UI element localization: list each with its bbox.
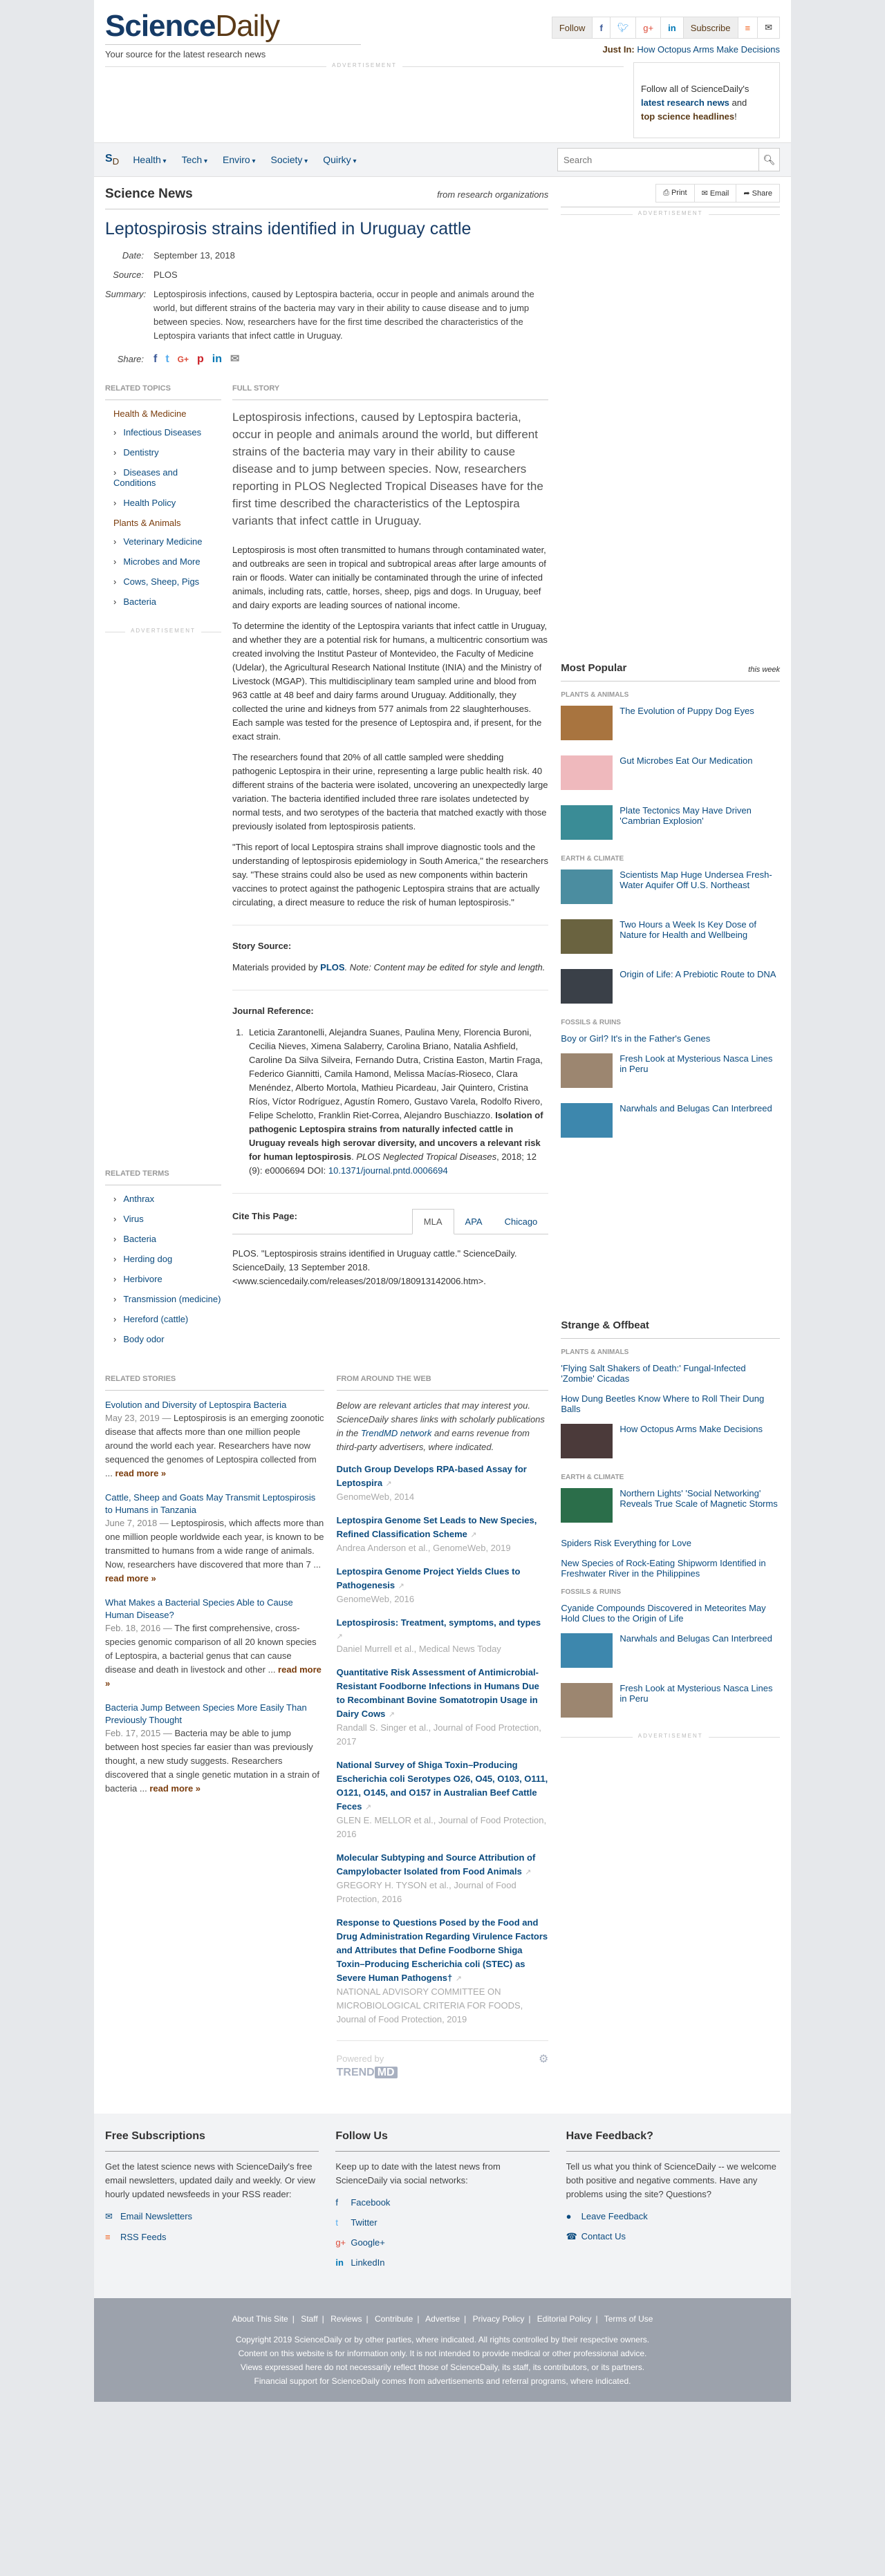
strange-item: [561, 1683, 780, 1718]
intro-pre: Below are relevant articles that may interest you. ScienceDaily shares links with scholarly publications in the: [336, 1400, 545, 1438]
popular-link[interactable]: Scientists Map Huge Undersea Fresh-Water Aquifer Off U.S. Northeast: [620, 869, 772, 890]
linkedin-icon[interactable]: in: [661, 17, 684, 38]
topic-category: Plants & Animals: [113, 518, 181, 528]
privacy-link[interactable]: Privacy Policy: [472, 2314, 525, 2324]
link-label: Leave Feedback: [581, 2211, 648, 2221]
read-more-link[interactable]: read more »: [115, 1468, 167, 1478]
share-label: Share:: [117, 354, 144, 364]
section-subtitle: from research organizations: [437, 189, 549, 200]
email-label: Email: [709, 189, 729, 198]
link-label: LinkedIn: [351, 2257, 385, 2268]
full-story: [232, 384, 548, 1354]
related-story: [105, 1597, 324, 1691]
term-link[interactable]: › Anthrax: [113, 1194, 221, 1204]
print-button[interactable]: [655, 184, 694, 203]
link-label: Google+: [351, 2237, 385, 2248]
linkedin-link[interactable]: [335, 2257, 549, 2268]
strange-header: [561, 1319, 780, 1339]
web-link[interactable]: Leptospira Genome Project Yields Clues to Pathogenesis: [336, 1566, 521, 1590]
page: [94, 0, 791, 2402]
strange-item: [561, 1424, 780, 1458]
nav-health[interactable]: Health ▾: [133, 154, 166, 165]
strange-item: [561, 1633, 780, 1668]
main-content: [94, 177, 791, 1354]
read-more-link[interactable]: read more »: [105, 1664, 322, 1689]
external-link-icon: ↗: [470, 1531, 477, 1539]
right-sidebar: [561, 177, 780, 1354]
strange-title: Strange & Offbeat: [561, 1319, 649, 1331]
link-label: RSS Feeds: [120, 2232, 167, 2242]
web-source: GenomeWeb, 2014: [336, 1492, 415, 1502]
story-text: Bacteria may be able to jump between host species far easier than was previously thought, a new study suggests. Researchers discovered that a single genetic mutation in a strain of bacteria ...: [105, 1728, 320, 1794]
topic-link[interactable]: › Dentistry: [113, 447, 221, 458]
legal-line: Views expressed here do not necessarily reflect those of ScienceDaily, its staff, its contributors, or its partners.: [240, 2362, 645, 2372]
just-in: [603, 44, 780, 55]
related-story: [105, 1399, 324, 1480]
staff-link[interactable]: Staff: [301, 2314, 318, 2324]
external-link-icon: ↗: [364, 1803, 372, 1812]
popular-item: [561, 919, 780, 954]
read-more-link[interactable]: read more »: [105, 1573, 156, 1583]
rss-feeds-link[interactable]: [105, 2232, 319, 2242]
web-link[interactable]: Dutch Group Develops RPA-based Assay for Leptospira: [336, 1464, 527, 1488]
story-link[interactable]: Bacteria Jump Between Species More Easily Than Previously Thought: [105, 1702, 307, 1725]
tab-apa[interactable]: APA: [465, 1216, 483, 1227]
external-link-icon: ↗: [525, 1868, 532, 1877]
web-item: [337, 1514, 549, 1555]
footer: [94, 2114, 791, 2298]
topic-link[interactable]: › Bacteria: [113, 596, 221, 607]
summary-value: Leptospirosis infections, caused by Leptospira bacteria, occur in people and animals around the world, but different strains of the bacteria may vary in their ability to cause disease and to jump between species. Now, researchers have for the first time described the characteristics of the Leptospira variants that infect cattle in Uruguay.: [153, 289, 534, 341]
share-icon: ➦: [743, 189, 752, 198]
most-popular-subtitle: this week: [748, 666, 780, 674]
read-more-link[interactable]: read more »: [149, 1783, 201, 1794]
legal-line: Copyright 2019 ScienceDaily or by other parties, where indicated. All rights controlled by their respective owners.: [235, 2335, 650, 2344]
category-label: EARTH & CLIMATE: [561, 1474, 624, 1481]
story-date: June 7, 2018 —: [105, 1518, 171, 1528]
nav-society[interactable]: Society ▾: [270, 154, 308, 165]
popular-link[interactable]: Fresh Look at Mysterious Nasca Lines in Peru: [620, 1053, 773, 1074]
tab-chicago[interactable]: Chicago: [504, 1216, 538, 1227]
web-source: Daniel Murrell et al., Medical News Today: [336, 1644, 501, 1654]
advertise-link[interactable]: Advertise: [425, 2314, 460, 2324]
linkedin-icon[interactable]: in: [212, 353, 222, 365]
powered-by-label: Powered by: [336, 2053, 384, 2064]
editorial-link[interactable]: Editorial Policy: [537, 2314, 592, 2324]
just-in-link[interactable]: How Octopus Arms Make Decisions: [637, 44, 780, 55]
legal-line: Content on this website is for information only. It is not intended to provide medical or other professional advice.: [238, 2349, 647, 2358]
web-item: [337, 1916, 549, 2027]
follow-bar: [552, 17, 780, 39]
thumbnail[interactable]: [561, 805, 613, 840]
popular-link[interactable]: Origin of Life: A Prebiotic Route to DNA: [620, 969, 776, 979]
logo-bold: Science: [105, 9, 216, 43]
cite-label: Cite This Page:: [232, 1211, 297, 1221]
just-in-label: Just In:: [602, 44, 635, 55]
page-title: Leptospirosis strains identified in Uruguay cattle: [105, 219, 472, 238]
tab-mla[interactable]: MLA: [412, 1209, 454, 1234]
related-story: [105, 1702, 324, 1796]
footer-heading: Have Feedback?: [566, 2130, 780, 2152]
related-terms-heading: RELATED TERMS: [105, 1169, 221, 1185]
nav-home-logo[interactable]: [105, 153, 119, 167]
web-link[interactable]: Leptospira Genome Set Leads to New Species, Refined Classification Scheme: [336, 1515, 537, 1539]
external-link-icon: ↗: [388, 1711, 395, 1719]
external-link-icon: ↗: [385, 1480, 392, 1488]
thumbnail[interactable]: [561, 1424, 613, 1458]
strange-link[interactable]: How Dung Beetles Know Where to Roll Their Dung Balls: [561, 1393, 765, 1414]
md-text: MD: [375, 2067, 398, 2078]
article-paragraph: Leptospirosis is most often transmitted to humans through contaminated water, and outbreaks are seen in tropical and subtropical areas after large amounts of rain or floods. Water can initially be contaminated through the urine of infected animals, including rats, cattle, horses, sheep, pigs and dogs. In Uruguay, beef and dairy exports are leading sources of national income.: [232, 545, 546, 610]
popular-item: [561, 805, 780, 840]
ad-label: ADVERTISEMENT: [633, 210, 709, 216]
strange-link[interactable]: Northern Lights' 'Social Networking' Reveals True Scale of Magnetic Storms: [620, 1488, 778, 1509]
main-nav: [94, 142, 791, 177]
related-stories: [105, 1375, 324, 2079]
thumbnail[interactable]: [561, 1053, 613, 1088]
email-icon: ✉: [701, 189, 710, 198]
web-link[interactable]: Response to Questions Posed by the Food and Drug Administration Regarding Virulence Factors and Attributes that Define Foodborne Shiga Toxin–Producing Escherichia coli (STEC) as Severe Human Pathogens†: [336, 1917, 548, 1983]
journal-ref-heading: Journal Reference:: [232, 1006, 314, 1016]
around-web-heading: FROM AROUND THE WEB: [337, 1375, 549, 1391]
footer-follow: [335, 2130, 549, 2277]
related-stories-heading: RELATED STORIES: [105, 1375, 324, 1391]
thumbnail[interactable]: [561, 1633, 613, 1668]
materials-italic: . Note: Content may be edited for style and length.: [344, 962, 546, 972]
footer-text: Keep up to date with the latest news from ScienceDaily via social networks:: [335, 2161, 501, 2185]
divider: [105, 44, 361, 45]
most-popular-header: [561, 662, 780, 681]
section-title: Science News: [105, 187, 193, 201]
date-value: September 13, 2018: [153, 250, 235, 261]
powered-by: [337, 2040, 549, 2079]
popular-item: [561, 755, 780, 790]
header: [94, 0, 791, 66]
tagline: Your source for the latest research news: [105, 49, 266, 59]
most-popular-title: Most Popular: [561, 662, 627, 674]
footer-text: Tell us what you think of ScienceDaily -- we welcome both positive and negative comments. Have any problems using the site? Questions?: [566, 2161, 776, 2199]
topic-link[interactable]: › Microbes and More: [113, 556, 221, 567]
ref-details: , 2018; 12 (9): e0006694 DOI:: [249, 1151, 537, 1176]
journal-reference: [232, 1026, 548, 1178]
external-link-icon: ↗: [455, 1975, 462, 1983]
thumbnail[interactable]: [561, 1488, 613, 1523]
share-row: [105, 352, 548, 366]
term-link[interactable]: › Herding dog: [113, 1254, 221, 1264]
term-link[interactable]: › Virus: [113, 1214, 221, 1224]
ad-label: ADVERTISEMENT: [633, 1733, 709, 1739]
popular-link[interactable]: Boy or Girl? It's in the Father's Genes: [561, 1033, 711, 1044]
search-input[interactable]: [558, 149, 758, 171]
footer-subscriptions: [105, 2130, 319, 2277]
thumbnail[interactable]: [561, 706, 613, 740]
strange-offbeat: [561, 1313, 780, 2079]
share-button[interactable]: [736, 184, 780, 203]
story-date: Feb. 17, 2015 —: [105, 1728, 175, 1738]
left-sidebar: [105, 384, 221, 1354]
search-icon: 🔍︎: [763, 153, 776, 165]
topic-link[interactable]: › Health Policy: [113, 498, 221, 508]
strange-link[interactable]: Narwhals and Belugas Can Interbreed: [620, 1633, 772, 1644]
ad-slot: [561, 1733, 780, 1742]
logo-light: Daily: [215, 9, 280, 43]
ad-slot: [561, 210, 780, 220]
about-link[interactable]: About This Site: [232, 2314, 288, 2324]
thumbnail[interactable]: [561, 1103, 613, 1138]
web-item: [337, 1666, 549, 1749]
popular-link[interactable]: The Evolution of Puppy Dog Eyes: [620, 706, 754, 716]
follow-label: Follow: [552, 17, 593, 38]
term-link[interactable]: › Bacteria: [113, 1234, 221, 1244]
twitter-link[interactable]: [335, 2217, 549, 2228]
web-source: Andrea Anderson et al., GenomeWeb, 2019: [336, 1543, 511, 1553]
ref-title: Isolation of pathogenic Leptospira strains from naturally infected cattle in Uruguay reveals high serovar diversity, and uncovers a relevant risk for human leptospirosis: [249, 1110, 543, 1162]
popular-link[interactable]: Plate Tectonics May Have Driven 'Cambrian Explosion': [620, 805, 752, 826]
facebook-icon: f: [335, 2197, 338, 2208]
link-label: Facebook: [351, 2197, 391, 2208]
source-value: PLOS: [153, 270, 178, 280]
nav-quirky[interactable]: Quirky ▾: [323, 154, 356, 165]
story-date: May 23, 2019 —: [105, 1413, 174, 1423]
email-icon[interactable]: ✉: [765, 22, 772, 32]
followbox-and: and: [729, 97, 747, 108]
twitter-icon[interactable]: t: [165, 353, 169, 365]
article-paragraph: The researchers found that 20% of all cattle sampled were shedding pathogenic Leptospira in their urine, representing a large public health risk. 40 different strains of the bacteria were isolated, uncovering an unexpectedly large variation. The bacteria identified included three rare isolates undetected by normal tests, and two serotypes of the bacteria that matched exactly with those previously isolated from leptospirosis patients.: [232, 752, 548, 831]
article-paragraph: To determine the identity of the Leptospira variants that infect cattle in Uruguay, and whether they are a potential risk for humans, a multicentric consortium was created involving the Institut Pasteur of Montevideo, the Faculty of Medicine (Udelar), the Agricultural Research National Institute (INIA) and the Ministry of Livestock (MGAP). This multidisciplinary team sampled urine and blood from 963 cattle at 48 beef and dairy farms around Uruguay. Additionally, they collected the urine and kidneys from 577 animals from 22 slaughterhouses. Each sample was tested for the presence of Leptospira and, if present, for the exact strain.: [232, 621, 548, 742]
footer-heading: Follow Us: [335, 2130, 549, 2152]
email-newsletters-link[interactable]: [105, 2211, 319, 2222]
web-link[interactable]: Quantitative Risk Assessment of Antimicrobial-Resistant Foodborne Infections in Humans Due to Recombinant Bovine Somatotropin Usage in Dairy Cows: [336, 1667, 539, 1719]
intro-post: and earns revenue from third-party advertisers, where indicated.: [336, 1428, 530, 1452]
strange-link[interactable]: New Species of Rock-Eating Shipworm Identified in Freshwater River in the Philippines: [561, 1558, 766, 1579]
materials-note: [232, 961, 548, 975]
popular-item: [561, 706, 780, 740]
site-logo[interactable]: [105, 10, 279, 43]
google-plus-link[interactable]: [335, 2237, 549, 2248]
top-headlines-link[interactable]: top science headlines: [641, 111, 735, 122]
rss-icon: ≡: [105, 2232, 111, 2242]
popular-item: [561, 1053, 780, 1088]
article-tools: [561, 177, 780, 207]
ad-slot: [105, 628, 221, 637]
print-icon: ⎙: [663, 189, 671, 197]
popular-item: [561, 969, 780, 1004]
web-item: [337, 1463, 549, 1504]
topic-category: Health & Medicine: [113, 408, 187, 419]
thumbnail[interactable]: [561, 969, 613, 1004]
popular-link[interactable]: Narwhals and Belugas Can Interbreed: [620, 1103, 772, 1113]
leave-feedback-link[interactable]: [566, 2211, 780, 2221]
category-label: PLANTS & ANIMALS: [561, 1348, 629, 1356]
strange-link[interactable]: 'Flying Salt Shakers of Death:' Fungal-Infected 'Zombie' Cicadas: [561, 1363, 746, 1384]
strange-link[interactable]: Fresh Look at Mysterious Nasca Lines in Peru: [620, 1683, 773, 1704]
term-link[interactable]: › Herbivore: [113, 1274, 221, 1284]
web-item: [337, 1616, 549, 1656]
plos-link[interactable]: PLOS: [320, 962, 345, 972]
category-label: PLANTS & ANIMALS: [561, 691, 629, 699]
term-link[interactable]: › Body odor: [113, 1334, 221, 1344]
footer-feedback: [566, 2130, 780, 2277]
contact-us-link[interactable]: [566, 2231, 780, 2242]
story-text: Leptospirosis, which affects more than one million people worldwide each year, is known to be transmitted to humans from a wide range of animals. Now, researchers have discovered that more than 7 ...: [105, 1518, 324, 1570]
trendmd-logo[interactable]: [337, 2067, 549, 2079]
ref-body: Leticia Zarantonelli, Alejandra Suanes, Paulina Meny, Florencia Buroni, Cecilia Nieves, Ximena Salaberry, Carolina Briano, Natalia Ashfield, Caroline Da Silva Silveira, Fernando Dutra, Cristina Easton, Martin Fraga, Federico Giannitti, Camila Hamond, Melissa Macías-Rioseco, Clara Menéndez, Alberto Mortola, Mathieu Picardeau, Jair Quintero, Cristina Ríos, Víctor Rodríguez, Agustín Romero, Gustavo Varela, Rodolfo Rivero, Felipe Schelotto, Franklin Riet-Correa, Alejandro Buschiazzo. Isolation of pathogenic Leptospira strains from naturally infected cattle in Uruguay reveals high serovar diversity, and uncovers a relevant risk for human leptospirosis. PLOS Neglected Tropical Diseases, 2018; 12 (9): e0006694 DOI: 10.1371/journal.pntd.0006694: [249, 1027, 543, 1176]
web-link[interactable]: Molecular Subtyping and Source Attribution of Campylobacter Isolated from Food Animals: [336, 1852, 536, 1877]
story-link[interactable]: Cattle, Sheep and Goats May Transmit Leptospirosis to Humans in Tanzania: [105, 1492, 316, 1515]
followbox-excl: !: [734, 111, 737, 122]
phone-icon: ☎: [566, 2231, 577, 2241]
footer-heading: Free Subscriptions: [105, 2130, 319, 2152]
story-date: Feb. 18, 2016 —: [105, 1623, 175, 1633]
web-source: GenomeWeb, 2016: [336, 1594, 415, 1604]
trend-text: TREND: [336, 2067, 375, 2078]
ad-slot: [105, 62, 624, 142]
strange-item: [561, 1488, 780, 1523]
summary-label: Summary:: [105, 289, 147, 299]
strange-link[interactable]: Cyanide Compounds Discovered in Meteorites May Hold Clues to the Origin of Life: [561, 1603, 766, 1624]
contribute-link[interactable]: Contribute: [374, 2314, 413, 2324]
terms-link[interactable]: Terms of Use: [604, 2314, 653, 2324]
article-paragraph: "This report of local Leptospira strains shall improve diagnostic tools and the understanding of leptospirosis epidemiology in South America," the researchers say. "These strains could also be used as new components within bacterin vaccines to protect against the pathogenic Leptospira strains that are actually circulating, a direct measure to reduce the risk of human leptospirosis.": [232, 842, 548, 908]
web-source: GREGORY H. TYSON et al., Journal of Food Protection, 2016: [336, 1880, 516, 1904]
brand-d: D: [112, 156, 120, 167]
web-link[interactable]: National Survey of Shiga Toxin–Producing Escherichia coli Serotypes O26, O45, O103, O111, O121, O145, and O157 in Australian Beef Cattle Feces: [336, 1760, 548, 1812]
ad-label: ADVERTISEMENT: [125, 628, 201, 634]
term-link[interactable]: › Hereford (cattle): [113, 1314, 221, 1324]
source-label: Source:: [113, 270, 144, 280]
related-story: [105, 1492, 324, 1586]
pinterest-icon[interactable]: p: [197, 353, 204, 365]
date-label: Date:: [122, 250, 144, 261]
email-icon: ✉: [105, 2211, 113, 2221]
popular-link[interactable]: Gut Microbes Eat Our Medication: [620, 755, 753, 766]
citation-text: PLOS. "Leptospirosis strains identified in Uruguay cattle." ScienceDaily. ScienceDaily, 13 September 2018. <www.sciencedaily.com/releases/2018/09/180913142006.htm>.: [232, 1248, 517, 1286]
nav-tech[interactable]: Tech ▾: [182, 154, 207, 165]
topic-link[interactable]: › Cows, Sheep, Pigs: [113, 576, 221, 587]
rss-icon[interactable]: ≡: [738, 17, 758, 38]
external-link-icon: ↗: [336, 1633, 343, 1641]
related-topics-heading: RELATED TOPICS: [105, 384, 221, 400]
link-label: Contact Us: [581, 2231, 626, 2241]
article-body-area: [105, 384, 548, 1354]
topic-link[interactable]: › Diseases and Conditions: [113, 467, 221, 488]
story-text: Leptospirosis is an emerging zoonotic disease that affects more than one million people around the world each year. Researchers have now sequenced the genomes of Leptospira collected from ...: [105, 1413, 324, 1478]
latest-news-link[interactable]: latest research news: [641, 97, 729, 108]
story-link[interactable]: Evolution and Diversity of Leptospira Bacteria: [105, 1400, 287, 1410]
twitter-icon[interactable]: 🐦︎: [611, 17, 637, 38]
article-lede: Leptospirosis infections, caused by Leptospira bacteria, occur in people and animals around the world, but different strains of the bacteria may vary in their ability to cause disease and to jump between species. Now, researchers reporting in PLOS Neglected Tropical Diseases have for the first time described the characteristics of the Leptospira variants that infect cattle in Uruguay.: [232, 411, 543, 527]
facebook-icon[interactable]: f: [153, 353, 158, 365]
web-source: GLEN E. MELLOR et al., Journal of Food Protection, 2016: [336, 1815, 547, 1839]
email-icon[interactable]: ✉: [230, 353, 240, 365]
subscribe-label: Subscribe: [684, 17, 738, 38]
topic-link[interactable]: › Infectious Diseases: [113, 427, 221, 438]
google-plus-icon[interactable]: G+: [177, 355, 189, 364]
ad-label: ADVERTISEMENT: [326, 62, 402, 68]
doi-link[interactable]: 10.1371/journal.pntd.0006694: [328, 1165, 448, 1176]
legal-line: Financial support for ScienceDaily comes from advertisements and referral programs, where indicated.: [254, 2376, 631, 2386]
ref-journal: PLOS Neglected Tropical Diseases: [356, 1151, 497, 1162]
article-meta: [105, 249, 548, 366]
term-link[interactable]: › Transmission (medicine): [113, 1294, 221, 1304]
story-link[interactable]: What Makes a Bacterial Species Able to Cause Human Disease?: [105, 1597, 293, 1620]
thumbnail[interactable]: [561, 869, 613, 904]
google-plus-icon: g+: [335, 2237, 346, 2248]
popular-item: [561, 1103, 780, 1138]
followbox-text: Follow all of ScienceDaily's: [641, 84, 749, 94]
article-column: [105, 177, 548, 1354]
web-source: Randall S. Singer et al., Journal of Food Protection, 2017: [336, 1722, 541, 1747]
legal-footer: [94, 2298, 791, 2402]
facebook-link[interactable]: [335, 2197, 549, 2208]
share-label: Share: [752, 189, 772, 198]
strange-link[interactable]: Spiders Risk Everything for Love: [561, 1538, 691, 1548]
link-label: Twitter: [351, 2217, 378, 2228]
web-item: [337, 1851, 549, 1906]
email-button[interactable]: [695, 184, 737, 203]
thumbnail[interactable]: [561, 1683, 613, 1718]
ref-number: 1.: [236, 1027, 243, 1037]
ad-row: [94, 62, 791, 142]
footer-text: Get the latest science news with ScienceDaily's free email newsletters, updated daily and weekly. Or view hourly updated newsfeeds in your RSS reader:: [105, 2161, 315, 2199]
category-label: FOSSILS & RUINS: [561, 1588, 622, 1596]
story-text: The first comprehensive, cross-species genomic comparison of all 20 known species of Leptospira, a bacterial genus that can cause disease and death in livestock and other ...: [105, 1623, 317, 1675]
around-the-web: [337, 1375, 549, 2079]
popular-item: [561, 869, 780, 904]
speech-bubble-icon: ●: [566, 2211, 572, 2221]
search-box: [557, 148, 780, 171]
google-plus-icon[interactable]: g+: [636, 17, 661, 38]
nav-enviro[interactable]: Enviro ▾: [223, 154, 256, 165]
section-header: [105, 177, 548, 209]
category-label: FOSSILS & RUINS: [561, 1019, 621, 1026]
legal-links: About This Site | Staff | Reviews | Contribute | Advertise | Privacy Policy | Editorial Policy | Terms of Use: [232, 2314, 653, 2324]
gear-icon[interactable]: ⚙: [539, 2053, 549, 2065]
facebook-icon[interactable]: f: [593, 17, 610, 38]
topic-link[interactable]: › Veterinary Medicine: [113, 536, 221, 547]
strange-link[interactable]: How Octopus Arms Make Decisions: [620, 1424, 763, 1434]
follow-box: [633, 62, 780, 138]
external-link-icon: ↗: [398, 1582, 404, 1590]
around-web-intro: [337, 1399, 549, 1454]
ref-authors: Leticia Zarantonelli, Alejandra Suanes, Paulina Meny, Florencia Buroni, Cecilia Nieves, Ximena Salaberry, Carolina Briano, Natalia Ashfield, Caroline Da Silva Silveira, Fernando Dutra, Cristina Easton, Martin Fraga, Federico Giannitti, Camila Hamond, Melissa Macías-Rioseco, Clara Menéndez, Alberto Mortola, Mathieu Picardeau, Jair Quintero, Cristina Ríos, Víctor Rodríguez, Agustín Romero, Gustavo Varela, Rodolfo Rivero, Felipe Schelotto, Franklin Riet-Correa, Alejandro Buschiazzo.: [249, 1027, 543, 1120]
web-item: [337, 1758, 549, 1841]
popular-link[interactable]: Two Hours a Week Is Key Dose of Nature for Health and Wellbeing: [620, 919, 757, 940]
web-source: NATIONAL ADVISORY COMMITTEE ON MICROBIOLOGICAL CRITERIA FOR FOODS, Journal of Food Protection, 2019: [336, 1986, 523, 2024]
trendmd-link[interactable]: TrendMD network: [361, 1428, 432, 1438]
reviews-link[interactable]: Reviews: [330, 2314, 362, 2324]
story-source-heading: Story Source:: [232, 941, 292, 951]
divider: [232, 1193, 548, 1194]
search-button[interactable]: [758, 149, 779, 171]
thumbnail[interactable]: [561, 919, 613, 954]
link-label: Email Newsletters: [120, 2211, 193, 2221]
twitter-icon: t: [335, 2217, 338, 2228]
thumbnail[interactable]: [561, 755, 613, 790]
linkedin-icon: in: [335, 2257, 344, 2268]
web-item: [337, 1565, 549, 1606]
full-story-heading: FULL STORY: [232, 384, 548, 400]
brand-s: S: [105, 152, 113, 164]
cite-tabs: [232, 1209, 548, 1234]
web-link[interactable]: Leptospirosis: Treatment, symptoms, and types: [336, 1617, 541, 1628]
materials-pre: Materials provided by: [232, 962, 321, 972]
print-label: Print: [671, 189, 687, 197]
category-label: EARTH & CLIMATE: [561, 855, 624, 863]
